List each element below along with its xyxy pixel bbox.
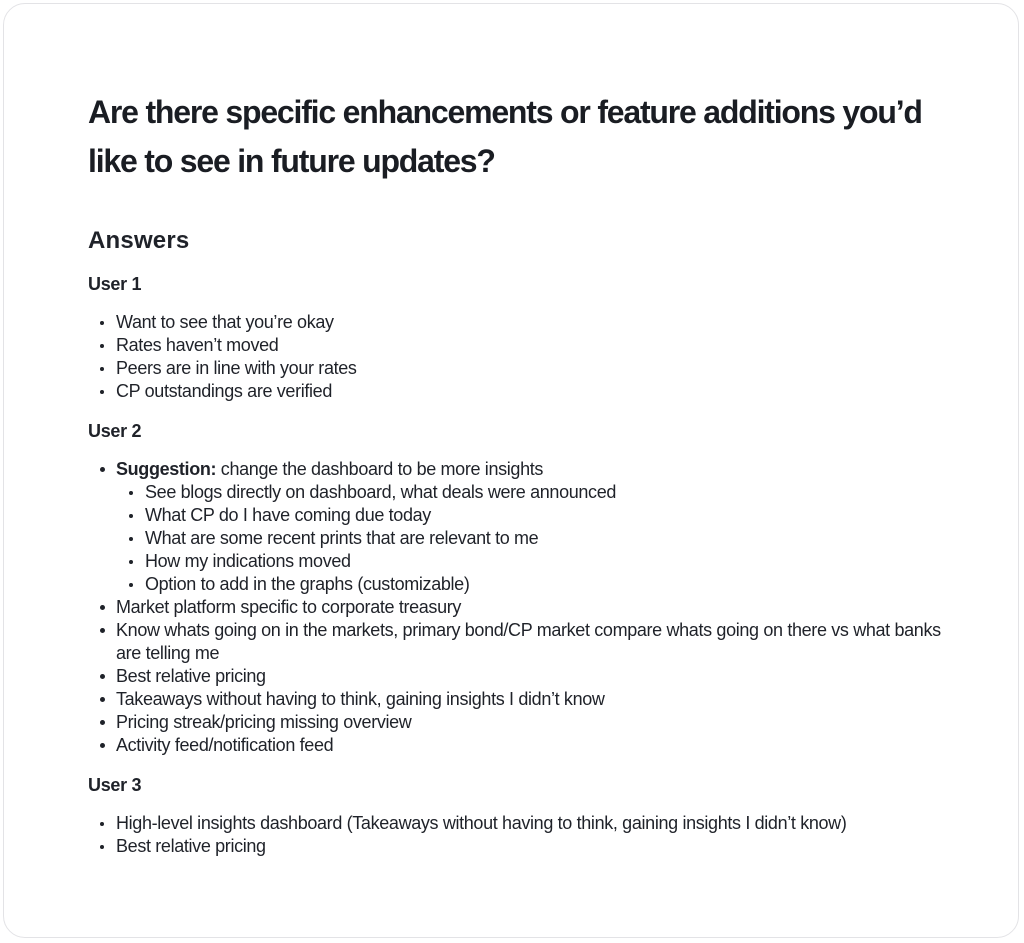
user-block-2	[88, 418, 968, 757]
user-block-3	[88, 772, 968, 858]
list-item: Activity feed/notification feed	[88, 734, 968, 757]
list-item: Rates haven’t moved	[88, 334, 968, 357]
sub-list-item: What CP do I have coming due today	[116, 504, 968, 527]
answer-list	[88, 311, 968, 403]
list-item-suggestion	[88, 458, 968, 596]
suggestion-label: Suggestion:	[116, 459, 217, 479]
user-block-1	[88, 271, 968, 403]
sub-answer-list	[116, 481, 968, 596]
answers-heading: Answers	[88, 227, 190, 254]
list-item: Know whats going on in the markets, primary bond/CP market compare whats going on there vs what banks are telling me	[88, 619, 968, 665]
list-item: CP outstandings are verified	[88, 380, 968, 403]
sub-list-item: Option to add in the graphs (customizable)	[116, 573, 968, 596]
user-label: User 2	[88, 421, 142, 441]
sub-list-item: What are some recent prints that are relevant to me	[116, 527, 968, 550]
list-item: Takeaways without having to think, gaining insights I didn’t know	[88, 688, 968, 711]
user-label: User 3	[88, 775, 142, 795]
survey-card	[3, 3, 1019, 938]
list-item: Best relative pricing	[88, 835, 968, 858]
user-label: User 1	[88, 274, 142, 294]
answer-list	[88, 812, 968, 858]
list-item: High-level insights dashboard (Takeaways without having to think, gaining insights I didn’t know)	[88, 812, 968, 835]
sub-list-item: How my indications moved	[116, 550, 968, 573]
answer-list	[88, 458, 968, 757]
list-item: Peers are in line with your rates	[88, 357, 968, 380]
list-item: Want to see that you’re okay	[88, 311, 968, 334]
sub-list-item: See blogs directly on dashboard, what deals were announced	[116, 481, 968, 504]
list-item: Pricing streak/pricing missing overview	[88, 711, 968, 734]
list-item: Best relative pricing	[88, 665, 968, 688]
list-item: Market platform specific to corporate treasury	[88, 596, 968, 619]
suggestion-text: change the dashboard to be more insights	[216, 459, 544, 479]
question-title: Are there specific enhancements or feature additions you’d like to see in future updates?	[88, 94, 922, 179]
card-content	[88, 88, 968, 858]
